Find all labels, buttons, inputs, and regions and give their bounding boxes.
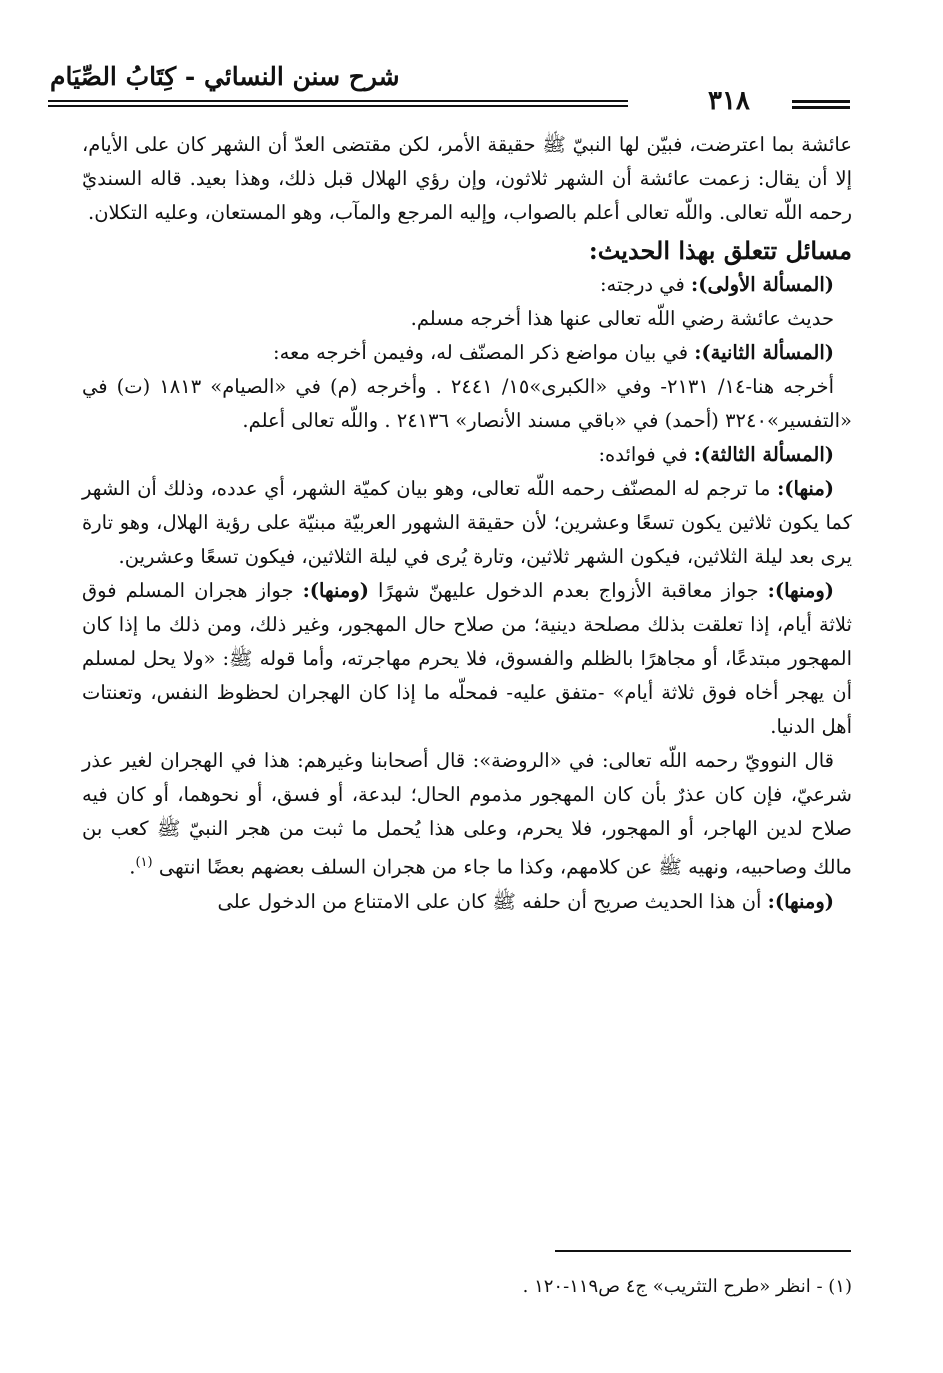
question-one-title: في درجته:: [599, 273, 692, 296]
benefit-one-text: ما ترجم له المصنّف رحمه اللّه تعالى، وهو بيان كميّة الشهر، أي عدده، وذلك أن الشهر كما يكون ثلاثين يكون تسعًا وعشرين؛ لأن حقيقة الشهور العربيّة مبنيّة على رؤية الهلال، وهو تارة يرى بعد ليلة الثلاثين، فيكون الشهر ثلاثين، وتارة يُرى في ليلة الثلاثين، فيكون تسعًا وعشرين.: [82, 477, 852, 568]
page-number: ٣١٨: [708, 86, 750, 116]
footnote: (١) - انظر «طرح التثريب» ج٤ ص١١٩-١٢٠ .: [522, 1276, 852, 1297]
question-three-title: في فوائده:: [598, 443, 694, 466]
page-number-rule-bottom: [792, 106, 850, 109]
header-rule-bottom: [48, 105, 628, 107]
benefit-three-text: أن هذا الحديث صريح أن حلفه ﷺ كان على الامتناع من الدخول على: [217, 889, 768, 913]
footnote-reference: (١): [135, 855, 153, 870]
benefit-two: [82, 574, 852, 744]
question-one: [82, 268, 852, 302]
question-two-title: في بيان مواضع ذكر المصنّف له، وفيمن أخرجه معه:: [273, 341, 695, 364]
page-number-rule-top: [792, 100, 850, 103]
running-title: شرح سنن النسائي - كِتَابُ الصِّيَام: [50, 62, 400, 91]
benefit-three: [82, 885, 852, 919]
footnote-separator: [555, 1250, 851, 1252]
header-rule-top: [48, 100, 628, 102]
main-text: [82, 128, 852, 919]
benefit-two-label-second: (ومنها):: [302, 579, 369, 602]
paragraph-continuation: عائشة بما اعترضت، فبيّن لها النبيّ ﷺ حقيقة الأمر، لكن مقتضى العدّ أن الشهر كان على الأيام، إلا أن يقال: زعمت عائشة أن الشهر ثلاثون، وإن رؤي الهلال قبل ذلك، وهذا بعيد. قاله السنديّ رحمه اللّه تعالى. واللّه تعالى أعلم بالصواب، وإليه المرجع والمآب، وهو المستعان، وعليه التكلان.: [82, 133, 852, 224]
benefit-three-label: (ومنها):: [767, 889, 834, 913]
question-two-body: أخرجه هنا-١٤/ ٢١٣١- وفي «الكبرى»١٥/ ٢٤٤١ . وأخرجه (م) في «الصيام» ١٨١٣ (ت) في «التفسير»٣٢٤٠ (أحمد) في «باقي مسند الأنصار» ٢٤١٣٦ . واللّه تعالى أعلم.: [82, 375, 852, 432]
benefit-two-text-b: جواز هجران المسلم فوق ثلاثة أيام، إذا تعلقت بذلك مصلحة دينية؛ من صلاح حال المهجور، وغير ذلك، ومن ذلك ما إذا كان المهجور مبتدعًا، أو مجاهرًا بالظلم والفسوق، فلا يحرم مهاجرته، وأما قوله ﷺ: «ولا يحل لمسلم أن يهجر أخاه فوق ثلاثة أيام» -متفق عليه- فمحلّه ما إذا كان الهجران لحظوظ النفس، وتعنتات أهل الدنيا.: [82, 579, 852, 738]
nawawi-quote-text: قال النوويّ رحمه اللّه تعالى: في «الروضة»: قال أصحابنا وغيرهم: هذا في الهجران لغير عذر شرعيّ، فإن كان عذرٌ بأن كان المهجور مذموم الحال؛ لبدعة، أو فسق، أو نحوهما، أو كان فيه صلاح لدين الهاجر، أو المهجور، فلا يحرم، وعلى هذا يُحمل ما ثبت من هجر النبيّ ﷺ كعب بن مالك وصاحبيه، ونهيه ﷺ عن كلامهم، وكذا ما جاء من هجران السلف بعضهم بعضًا انتهى: [82, 749, 852, 879]
nawawi-quote: [82, 744, 852, 885]
benefit-one-label: (منها):: [777, 477, 834, 500]
question-two: [82, 336, 852, 370]
nawawi-quote-end: .: [129, 855, 136, 879]
question-one-body: حديث عائشة رضي اللّه تعالى عنها هذا أخرجه مسلم.: [410, 307, 834, 330]
section-heading: مسائل تتعلق بهذا الحديث:: [588, 236, 852, 265]
benefit-one: [82, 472, 852, 574]
question-three-label: (المسألة الثالثة):: [693, 443, 834, 466]
benefit-two-label: (ومنها):: [767, 579, 834, 602]
question-three: [82, 438, 852, 472]
question-one-label: (المسألة الأولى):: [691, 273, 834, 296]
benefit-two-text-a: جواز معاقبة الأزواج بعدم الدخول عليهنّ شهرًا: [368, 579, 768, 602]
question-two-label: (المسألة الثانية):: [694, 341, 834, 364]
